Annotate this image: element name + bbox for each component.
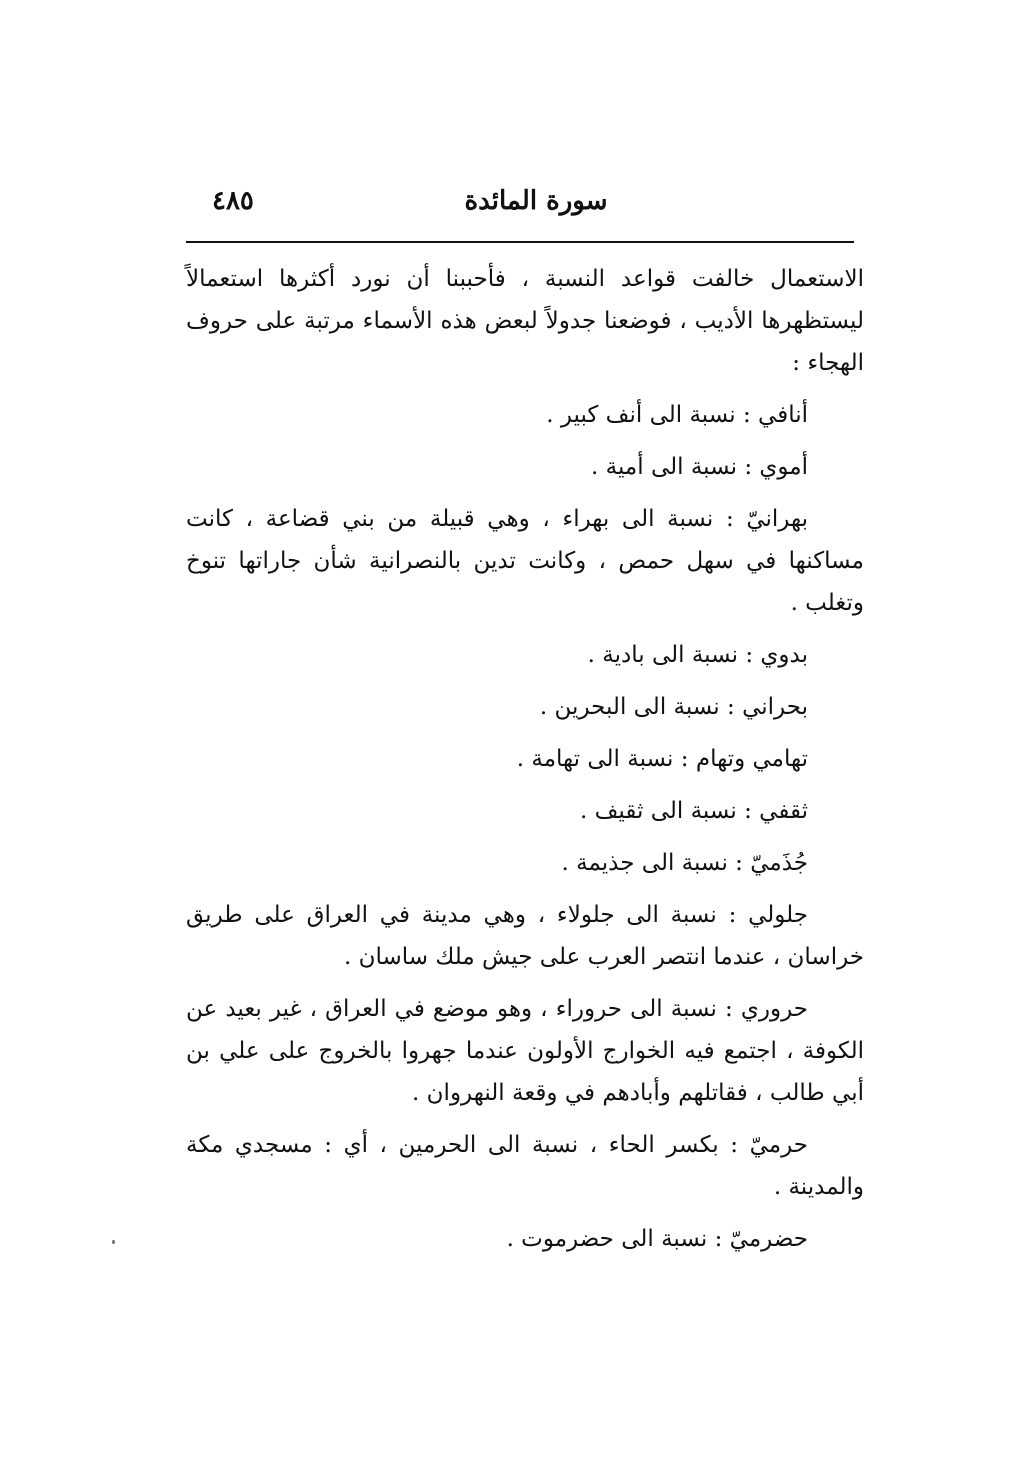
entry-term: بحراني [742, 694, 808, 720]
entry-term: أنافي [758, 402, 808, 428]
entry-thaqafi [186, 790, 864, 832]
entry-term: تهامي وتهام [695, 746, 808, 772]
entry-definition: : نسبة الى تهامة . [516, 746, 689, 772]
entry-term: جلولي [748, 902, 808, 928]
entry-bahrani-bahra [186, 498, 864, 624]
entry-definition: : بكسر الحاء ، نسبة الى الحرمين ، أي : مسجدي مكة والمدينة . [186, 1132, 864, 1200]
page-number: ٤٨٥ [212, 186, 254, 216]
entry-term: حروري [740, 996, 808, 1022]
entry-term: أموي [759, 454, 808, 480]
entry-bahrani [186, 686, 864, 728]
entry-anafi [186, 394, 864, 436]
page-body [186, 258, 864, 1270]
entry-judhami [186, 842, 864, 884]
page-header [186, 186, 866, 226]
entry-tihami [186, 738, 864, 780]
scan-speck [112, 1240, 115, 1244]
header-rule [186, 241, 854, 243]
entry-badawi [186, 634, 864, 676]
entry-definition: : نسبة الى جلولاء ، وهي مدينة في العراق على طريق خراسان ، عندما انتصر العرب على جيش ملك ساسان . [186, 902, 864, 970]
running-title: سورة المائدة [464, 186, 608, 216]
entry-term: بدوي [760, 642, 808, 668]
intro-paragraph: الاستعمال خالفت قواعد النسبة ، فأحببنا أن نورد أكثرها استعمالاً ليستظهرها الأديب ، فوضعنا جدولاً لبعض هذه الأسماء مرتبة على حروف الهجاء : [186, 266, 864, 376]
entry-term: جُذَميّ [750, 850, 808, 876]
entry-jalawli [186, 894, 864, 978]
entry-hirmi [186, 1124, 864, 1208]
entry-hadrami [186, 1218, 864, 1260]
entry-term: حرميّ [749, 1132, 808, 1158]
entry-definition: : نسبة الى أنف كبير . [546, 402, 751, 428]
entry-haruri [186, 988, 864, 1114]
entry-definition: : نسبة الى البحرين . [539, 694, 735, 720]
entry-definition: : نسبة الى ثقيف . [579, 798, 752, 824]
entry-definition: : نسبة الى بادية . [587, 642, 754, 668]
entry-definition: : نسبة الى جذيمة . [561, 850, 743, 876]
entry-definition: : نسبة الى حروراء ، وهو موضع في العراق ، غير بعيد عن الكوفة ، اجتمع فيه الخوارج الأولون عندما جهروا بالخروج على علي بن أبي طالب ، فقاتلهم وأبادهم في وقعة النهروان . [186, 996, 864, 1106]
entry-definition: : نسبة الى أمية . [591, 454, 753, 480]
entry-term: ثقفي [759, 798, 808, 824]
entry-definition: : نسبة الى حضرموت . [506, 1226, 723, 1252]
entry-definition: : نسبة الى بهراء ، وهي قبيلة من بني قضاعة ، كانت مساكنها في سهل حمص ، وكانت تدين بالنصرانية شأن جاراتها تنوخ وتغلب . [186, 506, 864, 616]
entry-term: حضرميّ [729, 1226, 808, 1252]
entry-term: بهرانيّ [746, 506, 808, 532]
entry-umawi [186, 446, 864, 488]
